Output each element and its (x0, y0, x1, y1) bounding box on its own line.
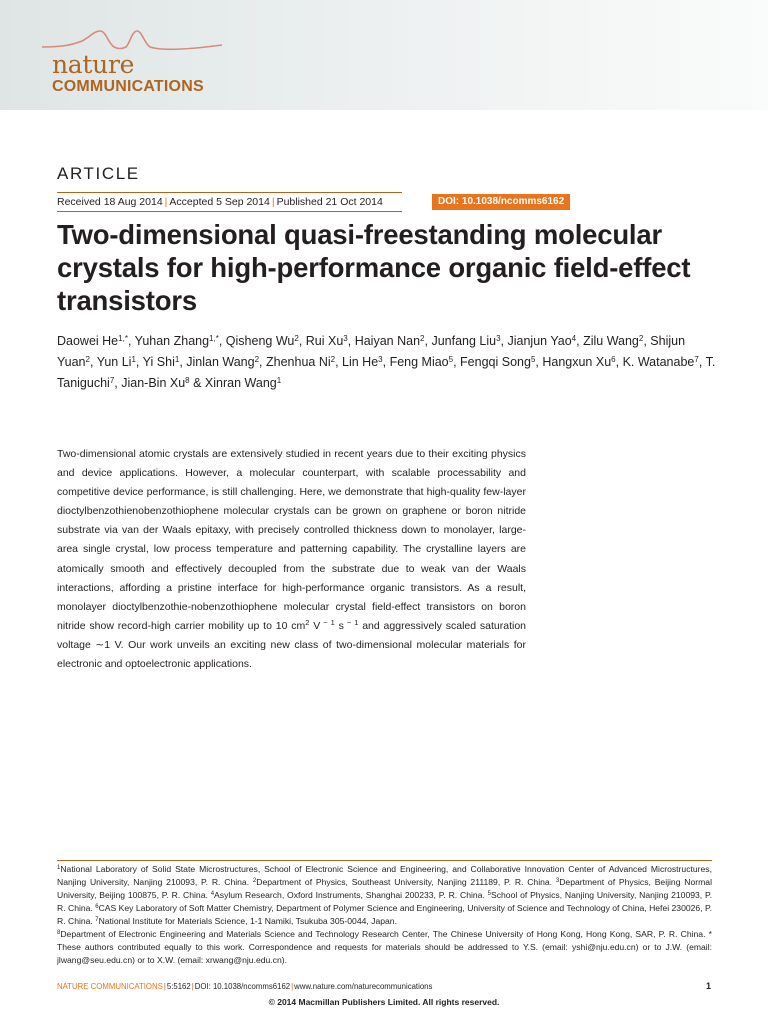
author-affiliation-marker: 2 (330, 355, 336, 364)
author-name: K. Watanabe (622, 355, 695, 369)
page-footer: NATURE COMMUNICATIONS|5:5162|DOI: 10.1038/ncomms6162|www.nature.com/naturecommunications (57, 982, 433, 991)
abstract-text: Two-dimensional atomic crystals are extensively studied in recent years due to their exciting physics and device applications. However, a molecular counterpart, with scalable processability and competitive device performance, is still challenging. Here, we demonstrate that high-quality few-layer dioctylbenzothienobenzothiophene molecular crystals can be grown on graphene or boron nitride substrate via van der Waals epitaxy, with precisely controlled thickness down to monolayer, large-area single crystal, low process temperature and patterning capability. The crystalline layers are atomically smooth and effectively decoupled from the substrate due to weak van der Waals interactions, affording a pristine interface for high-performance organic transistors. As a result, monolayer dioctylbenzothie-nobenzothiophene molecular crystal field-effect transistors on boron nitride show record-high carrier mobility up to 10 cm (57, 448, 526, 632)
author-affiliation-marker: 6 (611, 355, 616, 364)
author-name: Qisheng Wu (225, 334, 295, 348)
author-name: Daowei He (57, 334, 119, 348)
affiliations-main (57, 864, 712, 926)
author[interactable] (342, 355, 383, 369)
author-affiliation-marker: 2 (254, 355, 260, 364)
author-name: Feng Miao (389, 355, 449, 369)
author-name: Lin He (342, 355, 379, 369)
author-name: Jinlan Wang (186, 355, 255, 369)
affiliation-text: National Laboratory of Solid State Microstructures, School of Electronic Science and Engineering, and Collaborative Innovation Center of Advanced Microstructures, Nanjing University, Nanjing 210093, P. R. China. (57, 864, 712, 887)
author[interactable] (186, 355, 259, 369)
author-name: Haiyan Nan (354, 334, 421, 348)
author-name: Xinran Wang (204, 376, 277, 390)
date-separator: | (164, 196, 168, 208)
abstract-text: V (309, 619, 321, 632)
affiliation-number: 8 (57, 930, 61, 936)
author-affiliation-marker: 3 (496, 334, 501, 343)
author-name: Jian-Bin Xu (121, 376, 186, 390)
author[interactable] (623, 355, 699, 369)
footer-citation: 5:5162 (166, 982, 191, 991)
author-affiliation-marker: 1,* (118, 334, 128, 343)
article-title: Two-dimensional quasi-freestanding molecular crystals for high-performance organic field-effect transistors (57, 219, 691, 316)
affiliation-number: 6 (95, 904, 99, 910)
author-name: Jianjun Yao (507, 334, 572, 348)
author-name: Hangxun Xu (542, 355, 612, 369)
affiliation-text: Department of Electronic Engineering and Materials Science and Technology Research Center, The Chinese University of Hong Kong, Hong Kong, SAR, P. R. China. * These authors contributed equally to this work. Correspondence and requests for materials should be addressed to Y.S. (email: yshi@nju.edu.cn) or to J.W. (email: jlwang@seu.edu.cn) or to X.W. (email: xrwang@nju.edu.cn). (57, 929, 712, 965)
author-name: Rui Xu (305, 334, 344, 348)
copyright-notice: © 2014 Macmillan Publishers Limited. All rights reserved. (268, 997, 500, 1007)
author[interactable] (205, 376, 281, 390)
author[interactable] (507, 334, 576, 348)
affiliation-text: Department of Physics, Southeast University, Nanjing 211189, P. R. China. (256, 877, 556, 887)
author-affiliation-marker: 1,* (209, 334, 219, 343)
footer-url[interactable]: www.nature.com/naturecommunications (294, 982, 433, 991)
author-affiliation-marker: 3 (378, 355, 383, 364)
affiliation-text: Department of Physics, Beijing Normal University, Beijing 100875, P. R. China. (57, 877, 712, 900)
article-type-label: ARTICLE (57, 164, 140, 183)
author[interactable] (431, 334, 500, 348)
author-affiliation-marker: 2 (294, 334, 299, 343)
author[interactable] (355, 334, 425, 348)
affiliation-number: 4 (210, 891, 215, 897)
author[interactable] (266, 355, 335, 369)
affiliations (57, 860, 712, 967)
abstract (57, 445, 526, 674)
affiliation-number: 7 (95, 917, 99, 923)
publication-dates (57, 192, 402, 212)
author-affiliation-marker: 1 (276, 376, 282, 385)
author-affiliation-marker: 2 (420, 334, 425, 343)
author-name: Yuhan Zhang (134, 334, 210, 348)
author-name: Fengqi Song (460, 355, 531, 369)
author[interactable] (583, 334, 643, 348)
author-name: Zilu Wang (583, 334, 639, 348)
affiliation-number: 5 (487, 891, 491, 897)
author-name: T. Taniguchi (57, 355, 716, 390)
author[interactable] (226, 334, 299, 348)
footer-journal-name[interactable]: NATURE COMMUNICATIONS (57, 982, 163, 991)
affiliation-text: CAS Key Laboratory of Soft Matter Chemistry, Department of Polymer Science and Engineering, University of Science and Technology of China, Hefei 230026, P. R. China. (57, 903, 712, 926)
author[interactable] (121, 376, 189, 390)
published-date: Published 21 Oct 2014 (276, 196, 383, 208)
author-name: Zhenhua Ni (266, 355, 331, 369)
author-affiliation-marker: 7 (694, 355, 699, 364)
author-affiliation-marker: 1 (174, 355, 180, 364)
page-number: 1 (705, 981, 711, 991)
author[interactable] (57, 334, 128, 348)
author[interactable] (143, 355, 180, 369)
author-name: Junfang Liu (431, 334, 497, 348)
abstract-text: and aggressively scaled saturation voltage ∼1 V. Our work unveils an exciting new class of two-dimensional molecular materials for electronic and optoelectronic applications. (57, 619, 527, 671)
affiliation-number: 2 (252, 878, 257, 884)
affiliation-number: 3 (555, 878, 560, 884)
author[interactable] (542, 355, 615, 369)
logo-communications-text: COMMUNICATIONS (52, 78, 204, 95)
affiliation-text: Asylum Research, Oxford Instruments, Shanghai 200233, P. R. China. (214, 890, 488, 900)
affiliation-number: 1 (57, 865, 61, 871)
author-name: Shijun Yuan (57, 334, 686, 369)
author-name: Yun Li (96, 355, 132, 369)
author-affiliation-marker: 5 (448, 355, 454, 364)
author-list: Daowei $He^{1,*}$, Yuhan Zhang$^{1,*}$, Qisheng Wu$^2$, Rui Xu$^3$, Haiyan Nan$^2$, Junfang Liu$^3$, Jianjun Yao$^4$, Zilu Wang$^2$, Shijun Yuan$^2$, Yun Li$^1$, Yi Shi$^1$, Jinlan Wang$^2$, Zhenhua Ni$^2$, Lin He$^3$, Feng Miao$^5$, Fengqi Song$^5$, Hangxun Xu$^6$, K. Watanabe$^7$, T. Taniguchi$^7$, Jian-Bin Xu$^8$ & Xinran Wang$^1$ (57, 334, 716, 390)
footer-doi[interactable]: DOI: 10.1038/ncomms6162 (194, 982, 291, 991)
author-affiliation-marker: 8 (185, 376, 190, 385)
author-affiliation-marker: 7 (109, 376, 115, 385)
author-affiliation-marker: 2 (85, 355, 90, 364)
date-separator: | (271, 196, 275, 208)
author[interactable] (460, 355, 535, 369)
received-date: Received 18 Aug 2014 (57, 196, 163, 208)
author-affiliation-marker: 3 (343, 334, 348, 343)
author-affiliation-marker: 5 (530, 355, 536, 364)
journal-logo[interactable] (42, 25, 222, 97)
doi-badge[interactable]: DOI: 10.1038/ncomms6162 (432, 194, 570, 210)
affiliation-text: School of Physics, Nanjing University, Nanjing 210093, P. R. China. (57, 890, 712, 913)
affiliation-text: National Institute for Materials Science, 1-1 Namiki, Tsukuba 305-0044, Japan. (98, 916, 397, 926)
abstract-superscript: − 1 (343, 617, 359, 627)
author-affiliation-marker: 2 (638, 334, 644, 343)
logo-nature-text: nature (52, 50, 135, 79)
author-name: Yi Shi (142, 355, 175, 369)
author[interactable] (306, 334, 348, 348)
abstract-text: s (334, 619, 344, 632)
abstract-superscript: 2 (305, 617, 310, 627)
accepted-date: Accepted 5 Sep 2014 (169, 196, 270, 208)
abstract-superscript: − 1 (320, 617, 335, 627)
author-affiliation-marker: 4 (571, 334, 577, 343)
author[interactable] (135, 334, 219, 348)
author[interactable] (97, 355, 136, 369)
author-affiliation-marker: 1 (131, 355, 136, 364)
author[interactable] (390, 355, 454, 369)
